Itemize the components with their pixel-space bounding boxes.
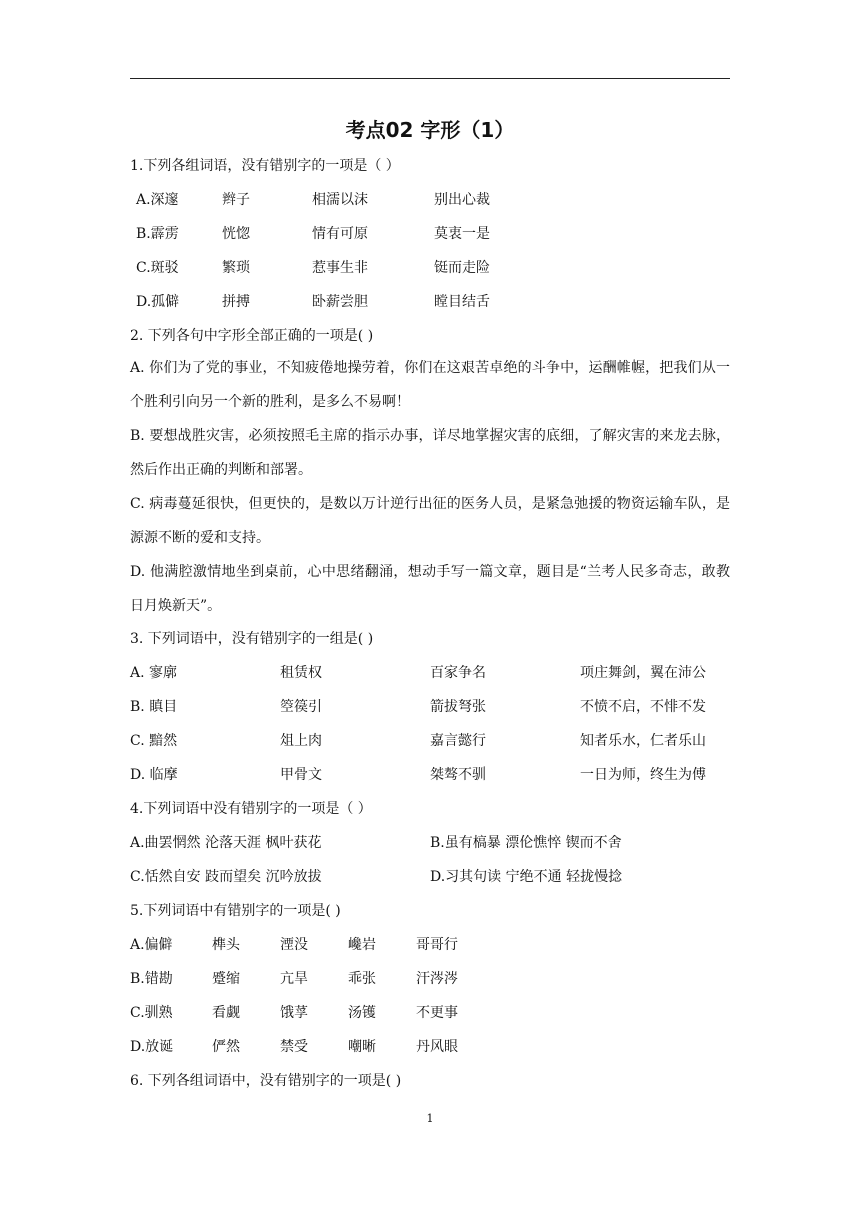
q4-options-cd: [130, 867, 730, 887]
q4-stem: 4.下列词语中没有错别字的一项是（ ）: [130, 801, 372, 817]
q1-option-a: A.深邃 辫子 相濡以沫 别出心裁: [136, 192, 490, 208]
q3-option-a: A. 寥廓 租赁权 百家争名 项庄舞剑，翼在沛公: [130, 665, 706, 681]
q5-option-c: C.驯熟 看觑 饿莩 汤镬 不更事: [130, 1005, 458, 1021]
q5-option-d: D.放诞 俨然 禁受 嘲晰 丹风眼: [130, 1039, 458, 1055]
q3-option-b: B. 瞋目 箜篌引 箭拔弩张 不愤不启，不悱不发: [130, 699, 706, 715]
q2-option-d: D. 他满腔激情地坐到桌前，心中思绪翻涌，想动手写一篇文章，题目是“兰考人民多奇志，敢教日月焕新天”。: [130, 564, 730, 614]
q3-stem: 3. 下列词语中，没有错别字的一组是( ): [130, 631, 374, 647]
q1-option-b: B.霹雳 恍惚 情有可原 莫衷一是: [136, 226, 490, 242]
q5-option-b: B.错勘 蹙缩 亢旱 乖张 汗涔涔: [130, 971, 458, 987]
q1-option-d: D.孤僻 拼搏 卧薪尝胆 瞠目结舌: [136, 294, 490, 310]
header-rule: [130, 78, 730, 79]
q5-stem: 5.下列词语中有错别字的一项是( ): [130, 903, 341, 919]
q1-option-c: C.斑驳 繁琐 惹事生非 铤而走险: [136, 260, 490, 276]
q3-option-c: C. 黯然 俎上肉 嘉言懿行 知者乐水，仁者乐山: [130, 733, 706, 749]
q4-option-b: B.虽有槁暴 漂伦憔悴 锲而不舍: [430, 835, 622, 851]
q2-option-c: C. 病毒蔓延很快，但更快的，是数以万计逆行出征的医务人员，是紧急弛援的物资运输车队，是源源不断的爱和支持。: [130, 496, 730, 546]
q2-option-a: A. 你们为了党的事业，不知疲倦地操劳着，你们在这艰苦卓绝的斗争中，运酬帷幄，把我们从一个胜利引向另一个新的胜利，是多么不易啊！: [130, 360, 730, 410]
q3-option-d: D. 临摩 甲骨文 桀骜不驯 一日为师，终生为傅: [130, 767, 706, 783]
q5-option-a: A.偏僻 榫头 湮没 巉岩 哥哥行: [130, 937, 458, 953]
q4-option-a: A.曲罢惘然 沦落天涯 枫叶获花: [130, 835, 322, 851]
q4-option-d: D.习其句读 宁绝不通 轻拢慢捻: [430, 869, 623, 885]
q2-option-b: B. 要想战胜灾害，必须按照毛主席的指示办事，详尽地掌握灾害的底细，了解灾害的来龙去脉，然后作出正确的判断和部署。: [130, 428, 730, 478]
q4-options-ab: [130, 833, 730, 853]
page-title: 考点02 字形（1）: [345, 118, 515, 142]
page-number: 1: [426, 1112, 434, 1125]
q1-stem: 1.下列各组词语，没有错别字的一项是（ ）: [130, 158, 400, 174]
q4-option-c: C.恬然自安 跂而望矣 沉吟放拔: [130, 869, 322, 885]
q2-stem: 2. 下列各句中字形全部正确的一项是( ): [130, 328, 374, 344]
q6-stem: 6. 下列各组词语中，没有错别字的一项是( ): [130, 1073, 402, 1089]
